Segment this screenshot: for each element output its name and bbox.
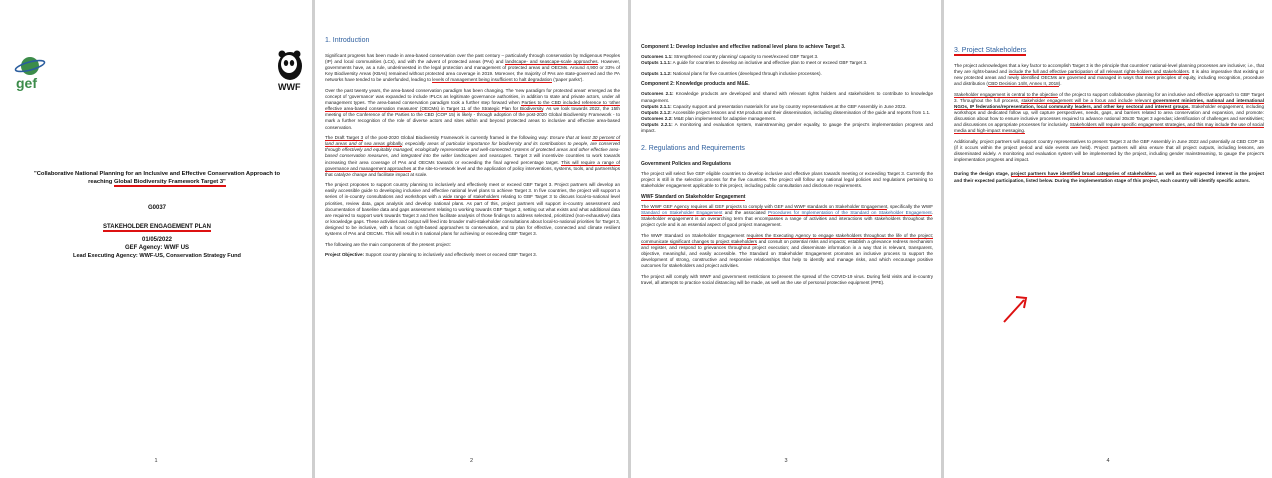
page-number: 3	[784, 458, 788, 464]
title-highlight: Global Biodiversity Framework Target 3"	[113, 179, 226, 185]
paragraph: The WWF Standard on Stakeholder Engagement requires the Executing Agency to engage stakeholders throughout the life of the project; communicate significant changes to project stakeholders and consult on potential risks and impacts; establish a grievance redress mechanism and register, and respond to grievances throughout project execution; and disseminate information in a way that is relevant, transparent, objective, meaningful, and easily accessible. The Standard on Stakeholder Engagement promotes an inclusive process to support the development of strong, constructive and responsive relationships that help to identify and manage risks, and which encourage positive outcomes for stakeholders and project activities.	[641, 232, 933, 269]
document-page-4	[944, 0, 1272, 478]
lead-executing-agency: Lead Executing Agency: WWF-US, Conservation Strategy Fund	[73, 253, 241, 259]
page-number: 4	[1106, 458, 1110, 464]
paragraph: The project proposes to support country planning to inclusively and effectively meet or exceed GBF Target 3. Project partners will develop an easily accessible guide to developing inclusive and effective national level plans to achieve Target 3. In five countries, the project will support a series of in-country consultations and workshops with a wide range of stakeholders relating to GBF Target 3 to discuss local-to-national level priorities, review data, gaps analysis and develop national plans. As part of this, project partners will support in-country assessment and documentation of baseline data and gaps assessment relating to working towards GBF Target 3, setting out what exists and what additional data are required to support work towards Target 3 and then facilitate analysis of those findings to address selected, prioritized (non-exhaustive) data or knowledge gaps. These activities and output will feed into broader multi-stakeholder consultations about local-to-national priorities for Target 3, designed to be inclusive, with a focus on right-based approaches to conservation, and to plan for effective, connected and climate resilient systems of PAs and OECMs. This will result in 5 national plans for achieving or exceeding GBF Target 3.	[325, 182, 621, 237]
wwf-standard-title: WWF Standard on Stakeholder Engagement	[641, 194, 746, 200]
paragraph: Additionally, project partners will support country representatives to present Target 3 at the GBF Assembly in June 2022 and potentially at CBD COP 15 (if it occurs within the project period and side events are held). Project partners will also ensure that all project outputs, including lessons, are disseminated widely. A monitoring and evaluation system will be implemented by the project, including gender mainstreaming, to gauge the project's implementation progress and impact.	[954, 139, 1264, 163]
page-number: 1	[154, 458, 158, 464]
section-heading-stakeholders: 3. Project Stakeholders	[954, 47, 1027, 54]
paragraph: Significant progress has been made in area-based conservation over the past century – particularly through conservation by Indigenous Peoples (IP) and local communities (LCs), and with the advent of protected areas (PAs) and landscape- and seascape-scale approaches. However, governments have, as a rule, underinvested in the legal protection and management of protected areas and OECMs. Around 4,900 or 33% of Key Biodiversity Areas (KBAs) remained without protected area coverage in 2019. Moreover, the majority of PAs are state-governed and the PA networks have tended to be underfunded, leading to levels of management being insufficient to halt degradation ('paper parks').	[325, 53, 620, 83]
document-page-1	[0, 0, 312, 478]
document-title	[10, 170, 304, 186]
page-number: 2	[469, 458, 474, 464]
government-policies-title: Government Policies and Regulations	[641, 161, 732, 168]
title-line-1: "Collaborative National Planning for an Inclusive and Effective Conservation Approach to	[33, 171, 281, 177]
outcome-item: Outcomes 1.1: Strengthened country planning/ capacity to meet/exceed GBF Target 3. Outputs 1.1.1: A guide for countries to develop an inclusive and effective plan to meet or exceed GBF Target 3.	[641, 54, 868, 66]
component-1-title: Component 1: Develop inclusive and effective national level plans to achieve Target 3.	[641, 44, 846, 50]
outcome-item: Outcomes 2.1: Knowledge products are developed and shared with relevant rights holders and stakeholders to contribute to knowledge management. Outputs 2.1.1: Capacity support and presentation materials for use by country representatives at the GBF Assembly in June 2022. Outputs 2.1.2: Accessible project lessons and KM products and their dissemination, including dissemination of the guide and reports from 1.1. Outcomes 2.2: M&E plan implemented for adaptive management. Outputs 2.2.1: A monitoring and evaluation system, mainstreaming gender equality, to gauge the project's implementation progress and impact.	[641, 91, 934, 134]
gef-agency: GEF Agency: WWF US	[124, 245, 190, 251]
component-2-title: Component 2: Knowledge products and M&E.	[641, 81, 750, 88]
paragraph: The project acknowledges that a key factor to accomplish Target 3 is the principle that countries' national-level planning processes are inclusive; i.e., that they are rights-based and include the full and effective participation of all relevant rights-holders and stakeholders. It is also imperative that existing or new protected areas and newly identified OECMs are governed and managed in ways that meet principles of equity, including recognition, procedure and distribution (CBD Decision 14/8, Annex II, 2018).	[954, 63, 1264, 87]
gef-logo-icon	[10, 52, 50, 92]
standard-link[interactable]: Standard on Stakeholder Engagement	[641, 210, 723, 216]
outcome-item: Outputs 1.1.2: National plans for five countries (developed through inclusive processes).	[641, 70, 822, 76]
project-id: G0037	[147, 205, 166, 211]
wwf-panda-logo-icon	[274, 48, 306, 92]
paragraph-stakeholder-categories: During the design stage, project partners have identified broad categories of stakeholders, as well as their expected interest in the project and their expected participation, listed below. During the implementation stage of this project, each country will identify specific actors.	[954, 171, 1264, 183]
title-line-2: reaching Global Biodiversity Framework Target 3"	[88, 179, 226, 185]
paragraph: The project will comply with WWF and government restrictions to prevent the spread of the COVID-19 virus. During field visits and in-country travel, all attempts to practice social distancing will be made, as well as the use of personal protective equipment (PPE).	[641, 274, 933, 286]
paragraph: The project will select five GEF eligible countries to develop inclusive and effective plans towards meeting or exceeding Target 3. Currently the project is still in the selection process for the five countries. The project will follow any national legal policies and regulations pertaining to stakeholder engagement applicable to this project, including public consultation and disclosure requirements.	[641, 171, 933, 189]
paragraph: The Draft Target 3 of the post-2020 Global Biodiversity Framework is currently framed in the following way: Ensure that at least 30 percent of land areas and of sea areas globally, especially areas of particular importance for biodiversity and its contributions to people, are conserved through effectively and equitably managed, ecologically representative and well-connected systems of protected areas and other effective area-based conservation measures, and integrated into the wider landscapes and seascapes. Target 3 will incentivize countries to work towards increasing their area coverage of PAs and OECMs towards or exceeding the final agreed percentage target. This will require a range of governance and management approaches at the site-to-network level and the application of policy interventions, systems, tools, and partnerships that catalyze change and facilitate impact at scale.	[325, 135, 621, 177]
paragraph: The WWF GEF Agency requires all GEF projects to comply with GEF and WWF standards on Stakeholder Engagement, specifically the WWF Standard on Stakeholder Engagement and the associated Procedures for Implementation of the Standard on Stakeholder Engagement. Stakeholder engagement is an overarching term that encompasses a range of activities and interactions with stakeholders throughout the project cycle and is an essential aspect of good project management.	[641, 204, 934, 228]
project-objective: Project Objective: Support country planning to inclusively and effectively meet or exceed GBF Target 3.	[325, 252, 538, 258]
document-page-3	[631, 0, 941, 478]
paragraph: Over the past twenty years, the area-based conservation paradigm has been changing. The 'new paradigm for protected areas' emerged as the concept of 'governance' was expanded to include IPLCs as legitimate governance authorities, in addition to state and private actors, under all management types. The area-based conservation paradigm took a further step forward when Parties to the CBD included reference to 'other effective area-based conservation measures' (OECMs) in Target 11 of the Strategic Plan for Biodiversity. As we look towards 2022, the 15th meeting of the Conference of the Parties to the CBD (COP 15) is likely - through adoption of the post-2020 Global Biodiversity Framework - to mark a further recognition of the role of diverse actors and sites within and beyond protected areas to inclusive and effective area-based conservation.	[325, 87, 620, 130]
paragraph: Stakeholder engagement is central to the objective of the project to support collaborative planning for an inclusive and effective approach to GBF Target 3. Throughout the full process, stakeholder engagement will be a focus and include relevant government ministries, national and international NGOs, IP federations/representation, local community leaders, and other key sectoral and interest groups. Stakeholder engagement, including workshops and dedicated follow up, will capture perspectives, needs, gaps, and barriers related to area conservation and expansion, and promote: discussion about how to ensure inclusive processes required to advance national 30x30 Target 3 agendas; identification of challenges and sensitivities; and discussions on appropriate processes for inclusivity. Stakeholders will require specific engagement strategies, and this may include the use of social media and high-impact messaging.	[954, 91, 1265, 134]
document-date: 01/05/2022	[141, 237, 173, 243]
procedures-link[interactable]: Procedures for Implementation of the Standard on Stakeholder Engagement	[767, 210, 932, 216]
section-heading-regulations: 2. Regulations and Requirements	[641, 145, 745, 153]
section-heading-introduction: 1. Introduction	[325, 37, 370, 44]
plan-title: STAKEHOLDER ENGAGEMENT PLAN	[103, 224, 211, 230]
paragraph: The following are the main components of the present project:	[325, 241, 451, 247]
gef-logo-text: gef	[16, 75, 37, 91]
wwf-logo-text: WWF	[278, 82, 301, 92]
document-page-2	[315, 0, 628, 478]
